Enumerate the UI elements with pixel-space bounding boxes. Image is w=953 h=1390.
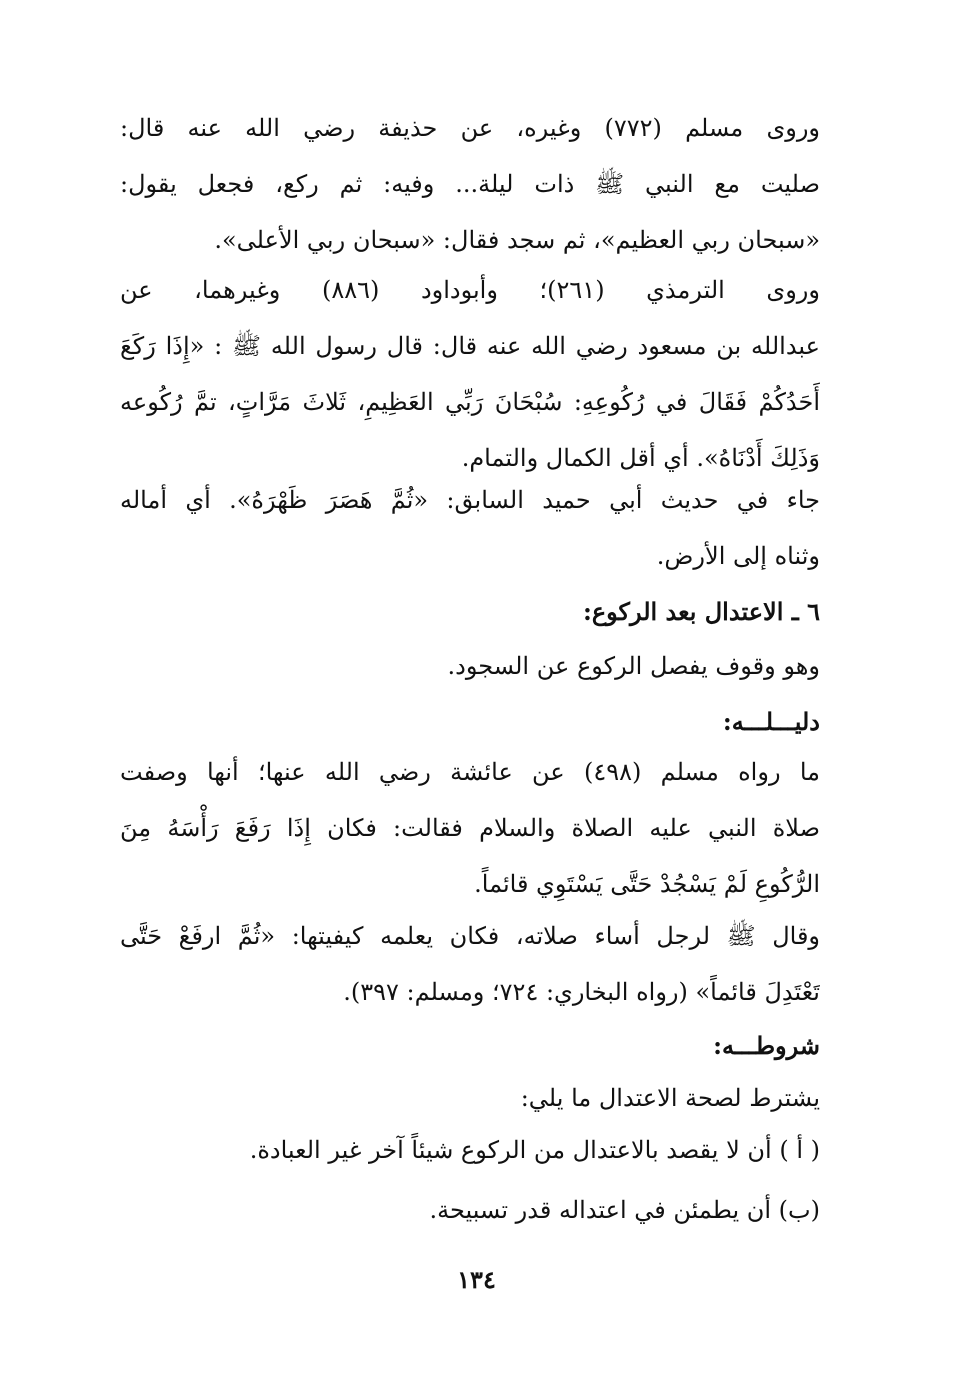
text-line: «سبحان ربي العظيم»، ثم سجد فقال: «سبحان ربي الأعلى». — [214, 226, 820, 254]
text-line: الرُّكُوعِ لَمْ يَسْجُدْ حَتَّى يَسْتَوِي قائماً. — [474, 870, 820, 898]
text-line: ( أ ) أن لا يقصد بالاعتدال من الركوع شيئاً آخر غير العبادة. — [249, 1136, 820, 1164]
condition-item-b — [120, 1182, 820, 1238]
text-line: أَحَدُكُمْ فَقَالَ في رُكُوعِهِ: سُبْحَانَ رَبِّي العَظِيمِ، ثَلاثَ مَرَّاتٍ، تمَّ رُكُوعه — [120, 388, 820, 416]
paragraph-hudhayfah-hadith — [120, 100, 820, 268]
paragraph-prophet-instruction — [120, 908, 820, 1020]
text-line: وهو وقوف يفصل الركوع عن السجود. — [447, 652, 820, 680]
page-number: ١٣٤ — [457, 1265, 496, 1294]
text-line: يشترط لصحة الاعتدال ما يلي: — [520, 1084, 820, 1112]
subheading: دليـــلـــه: — [722, 707, 820, 736]
paragraph-aisha-hadith — [120, 744, 820, 912]
text-line: ما رواه مسلم (٤٩٨) عن عائشة رضي الله عنها؛ أنها وصفت — [120, 758, 820, 786]
section-heading: ٦ ـ الاعتدال بعد الركوع: — [582, 597, 820, 626]
condition-item-a — [120, 1122, 820, 1178]
text-line: وروى الترمذي (٢٦١)؛ وأبوداود (٨٨٦) وغيرهما، عن — [120, 276, 820, 304]
text-line: جاء في حديث أبي حميد السابق: «ثُمَّ هَصَرَ ظَهْرَهُ». أي أماله — [120, 486, 820, 514]
paragraph-abu-humayd-hadith — [120, 472, 820, 584]
text-line: تَعْتَدِلَ قائماً» (رواه البخاري: ٧٢٤؛ ومسلم: ٣٩٧). — [343, 978, 820, 1006]
text-line: (ب) أن يطمئن في اعتداله قدر تسبيحة. — [429, 1196, 820, 1224]
subheading: شروطـــه: — [713, 1031, 820, 1060]
text-line: وقال ﷺ لرجل أساء صلاته، فكان يعلمه كيفيتها: «ثُمَّ ارفَعْ حَتَّى — [120, 922, 820, 950]
paragraph-ibn-masud-hadith — [120, 262, 820, 486]
text-line: وَذَلِكَ أَدْنَاهُ». أي أقل الكمال والتمام. — [461, 444, 820, 472]
subheading-evidence — [120, 694, 820, 750]
text-line: وروى مسلم (٧٧٢) وغيره، عن حذيفة رضي الله عنه قال: — [120, 114, 820, 142]
text-line: صليت مع النبي ﷺ ذات ليلة... وفيه: ثم ركع، فجعل يقول: — [120, 170, 820, 198]
text-line: وثناه إلى الأرض. — [656, 542, 820, 570]
paragraph-definition — [120, 638, 820, 694]
subheading-conditions — [120, 1018, 820, 1074]
paragraph-conditions-intro — [120, 1070, 820, 1126]
text-line: صلاة النبي عليه الصلاة والسلام فقالت: فكان إِذَا رَفَعَ رَأْسَهُ مِنَ — [120, 814, 820, 842]
section-heading-itidal — [120, 584, 820, 640]
text-line: عبدالله بن مسعود رضي الله عنه قال: قال رسول الله ﷺ : «إِذَا رَكَعَ — [120, 332, 820, 360]
